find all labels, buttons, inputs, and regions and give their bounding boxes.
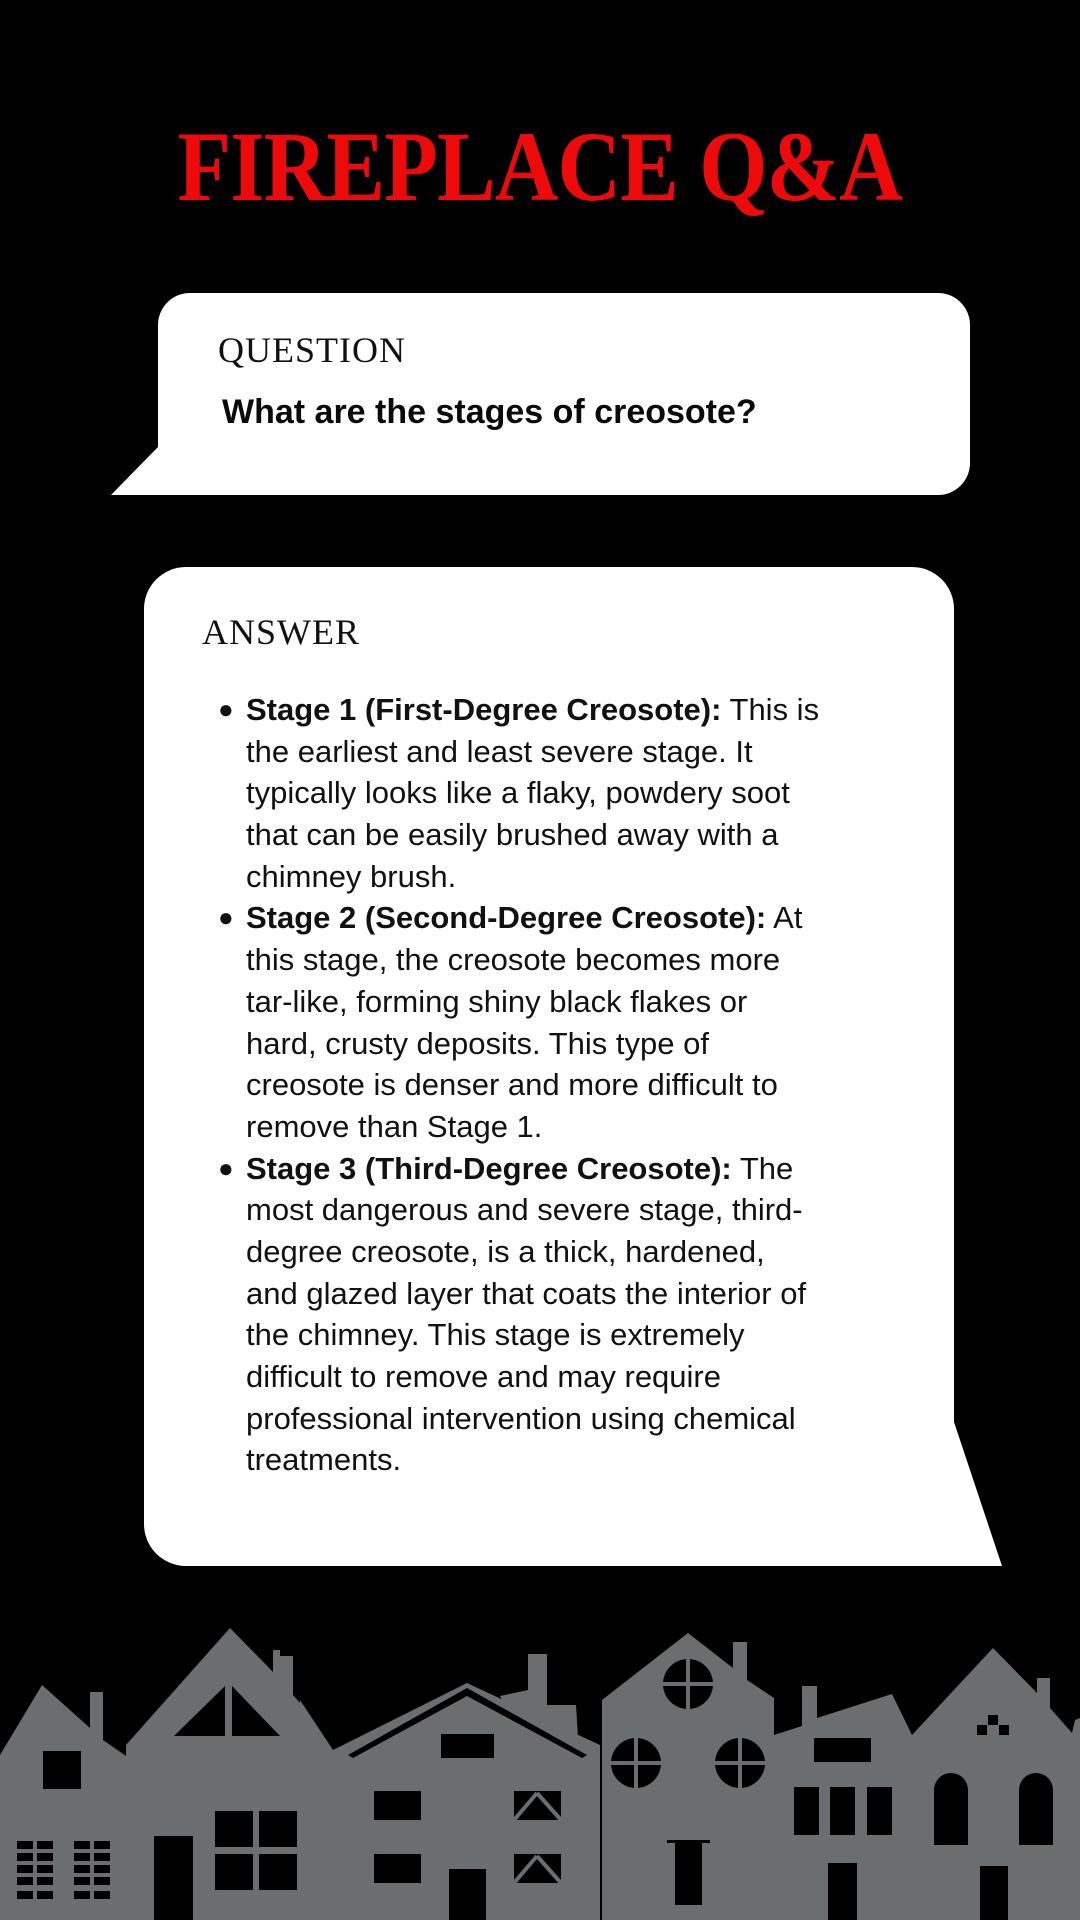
bullet-icon: ● <box>218 1152 234 1183</box>
stage-text: The <box>731 1150 794 1186</box>
stage-text: most dangerous and severe stage, third- <box>246 1192 803 1228</box>
answer-item-line <box>202 981 942 1023</box>
answer-item-line <box>202 814 942 856</box>
answer-item-line <box>202 1231 942 1273</box>
question-label: QUESTION <box>218 330 406 370</box>
answer-item-line <box>202 731 942 773</box>
answer-item-line <box>202 1356 942 1398</box>
bullet-icon: ● <box>218 902 234 933</box>
stage-text: chimney brush. <box>246 858 457 894</box>
answer-item-line <box>202 1439 942 1481</box>
stage-text: the earliest and least severe stage. It <box>246 733 753 769</box>
answer-item-line <box>202 1106 942 1148</box>
stage-text: that can be easily brushed away with a <box>246 817 779 853</box>
answer-label: ANSWER <box>202 612 360 652</box>
stage-heading: Stage 2 (Second-Degree Creosote): <box>246 900 767 936</box>
answer-item-line <box>202 856 942 898</box>
answer-item-line <box>202 1398 942 1440</box>
question-tail-icon <box>111 447 158 495</box>
stage-text: difficult to remove and may require <box>246 1359 721 1394</box>
house-skyline-icon <box>0 1600 1080 1920</box>
stage-text: and glazed layer that coats the interior of <box>246 1275 807 1311</box>
stage-text: hard, crusty deposits. This type of <box>246 1025 709 1061</box>
answer-item-line <box>202 1023 942 1065</box>
answer-item-line <box>202 1189 942 1231</box>
question-text: What are the stages of creosote? <box>222 393 757 431</box>
stage-text: the chimney. This stage is extremely <box>246 1317 745 1353</box>
answer-item-line <box>202 1314 942 1356</box>
stage-text: treatments. <box>246 1442 402 1478</box>
answer-item-first-line <box>202 1148 942 1190</box>
title-text: FIREPLACE Q&A <box>177 111 903 222</box>
answer-bubble <box>144 567 954 1566</box>
answer-item-line <box>202 772 942 814</box>
answer-list <box>202 689 942 1481</box>
question-bubble <box>158 293 970 495</box>
stage-text: creosote is denser and more difficult to <box>246 1067 778 1103</box>
answer-item-first-line <box>202 689 942 731</box>
stage-text: tar-like, forming shiny black flakes or <box>246 983 748 1019</box>
stage-text: remove than Stage 1. <box>246 1108 543 1144</box>
answer-item-line <box>202 939 942 981</box>
stage-text: degree creosote, is a thick, hardened, <box>246 1233 765 1269</box>
answer-item-first-line <box>202 897 942 939</box>
stage-text: At <box>766 900 803 936</box>
answer-item-line <box>202 1064 942 1106</box>
stage-text: professional intervention using chemical <box>246 1400 796 1436</box>
stage-heading: Stage 1 (First-Degree Creosote): <box>246 692 722 727</box>
answer-item-line <box>202 1273 942 1315</box>
stage-heading: Stage 3 (Third-Degree Creosote): <box>246 1150 732 1186</box>
stage-text: This is <box>721 692 820 727</box>
bullet-icon: ● <box>218 694 234 724</box>
stage-text: this stage, the creosote becomes more <box>246 942 781 978</box>
stage-text: typically looks like a flaky, powdery soot <box>246 775 790 811</box>
